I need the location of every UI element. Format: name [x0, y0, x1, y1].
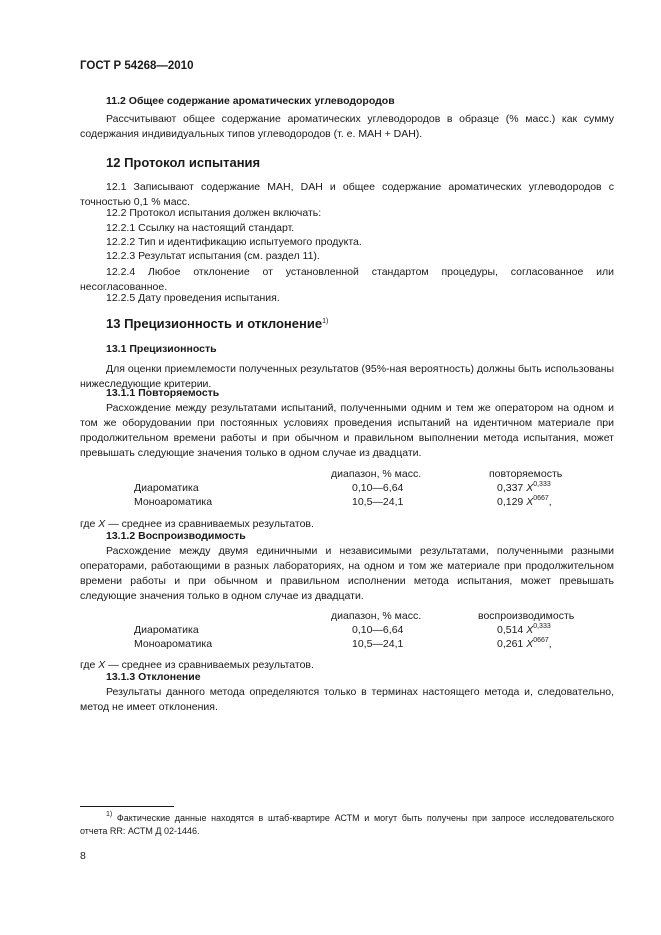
section-13-1-2-title: 13.1.2 Воспроизводимость [106, 530, 246, 542]
rep-row-var: X [526, 482, 534, 494]
repro-where-var: X [98, 659, 106, 671]
section-12-2-1-text: 12.2.1 Ссылку на настоящий стандарт. [106, 222, 295, 234]
section-12-2-text: 12.2 Протокол испытания должен включать: [106, 207, 322, 219]
section-13-title-text: 13 Прецизионность и отклонение [106, 316, 323, 331]
repro-col-value: воспроизводимость [478, 610, 575, 622]
rep-row-var: X [526, 496, 534, 508]
section-13-1-text: Для оценки приемлемости полученных результатов (95%-ная вероятность) должны быть использованы нижеследующие критерии. [80, 363, 614, 390]
rep-row-formula [497, 495, 552, 510]
repro-row-formula [497, 623, 551, 638]
section-13-1-2-text: Расхождение между двумя единичными и независимыми результатами, полученными разными операторами, работающими в разных лабораториях, на одном и том же материале при продолжительном времени работы и при обычном и правильном исполнении метода испытания, может превышать следующие значения только в одном случае из двадцати. [80, 545, 614, 602]
section-12-1-text: 12.1 Записывают содержание МАН, DAH и общее содержание ароматических углеводородов с точностью 0,1 % масс. [80, 181, 614, 208]
footnote-separator [80, 806, 174, 807]
repro-row-range: 0,10—6,64 [352, 624, 404, 636]
rep-col-value: повторяемость [489, 468, 563, 480]
rep-row-exp: 0667 [533, 495, 549, 502]
rep-where-post: — среднее из сравниваемых результатов. [108, 518, 314, 530]
rep-row-range: 0,10—6,64 [352, 482, 404, 494]
repro-row-var: X [526, 624, 534, 636]
rep-where-pre: где [80, 518, 96, 530]
rep-col-range: диапазон, % масс. [331, 468, 422, 480]
page-number: 8 [80, 850, 86, 862]
rep-where-var: X [98, 518, 106, 530]
section-13-title [106, 316, 328, 331]
repro-col-range: диапазон, % масс. [331, 610, 422, 622]
section-12-2-2-text: 12.2.2 Тип и идентификацию испытуемого продукта. [106, 236, 362, 248]
repro-row-range: 10,5—24,1 [352, 638, 404, 650]
repro-row-exp: 0667 [533, 637, 549, 644]
rep-row-exp: 0,333 [533, 481, 551, 488]
section-12-2-5-text: 12.2.5 Дату проведения испытания. [106, 292, 280, 304]
footnote-mark: 1) [106, 811, 113, 818]
section-12-2-4-text: 12.2.4 Любое отклонение от установленной стандартом процедуры, согласованное или несогласованное. [80, 266, 614, 293]
repro-row-formula [497, 637, 552, 652]
section-13-1-3-title: 13.1.3 Отклонение [106, 671, 201, 683]
footnote [80, 812, 614, 838]
footnote-text: Фактические данные находятся в штаб-квартире АСТМ и могут быть получены при запросе исследовательского отчета RR: АСТМ Д 02-1446. [80, 813, 614, 836]
repro-row-exp: 0,333 [533, 623, 551, 630]
rep-row-name: Моноароматика [134, 496, 213, 508]
repro-where-pre: где [80, 659, 96, 671]
section-13-1-1-title: 13.1.1 Повторяемость [106, 387, 220, 399]
section-13-1-3-text: Результаты данного метода определяются только в терминах настоящего метода и, следовательно, метод не имеет отклонения. [80, 686, 614, 713]
repro-row-coef: 0,261 [497, 638, 524, 650]
section-13-1-title: 13.1 Прецизионность [106, 343, 217, 355]
repro-row-name: Моноароматика [134, 638, 213, 650]
rep-row-coef: 0,337 [497, 482, 524, 494]
repro-row-suffix: , [548, 638, 552, 650]
section-12-2-3-text: 12.2.3 Результат испытания (см. раздел 11). [106, 250, 320, 262]
repro-where-post: — среднее из сравниваемых результатов. [108, 659, 314, 671]
section-11-2-text: Рассчитывают общее содержание ароматических углеводородов в образце (% масс.) как сумму содержания индивидуальных типов углеводородов (т. е. МАН + DAH). [80, 113, 614, 140]
section-13-1-1-text: Расхождение между результатами испытаний, полученными одним и тем же оператором на одном и том же оборудовании при постоянных условиях проведения испытаний на идентичном материале при продолжительном времени работы и при обычном и правильном выполнении метода испытания, может превышать следующие значения только в одном случае из двадцати. [80, 402, 614, 459]
section-12-title: 12 Протокол испытания [106, 155, 261, 170]
repro-row-var: X [526, 638, 534, 650]
document-header: ГОСТ Р 54268—2010 [80, 60, 194, 72]
section-11-2-title: 11.2 Общее содержание ароматических углеводородов [106, 95, 395, 107]
rep-row-range: 10,5—24,1 [352, 496, 404, 508]
rep-row-coef: 0,129 [497, 496, 524, 508]
footnote-ref-mark: 1) [322, 318, 329, 325]
rep-row-formula [497, 481, 551, 496]
rep-row-suffix: , [548, 496, 552, 508]
repro-row-coef: 0,514 [497, 624, 524, 636]
repro-row-name: Диароматика [134, 624, 199, 636]
rep-row-name: Диароматика [134, 482, 199, 494]
